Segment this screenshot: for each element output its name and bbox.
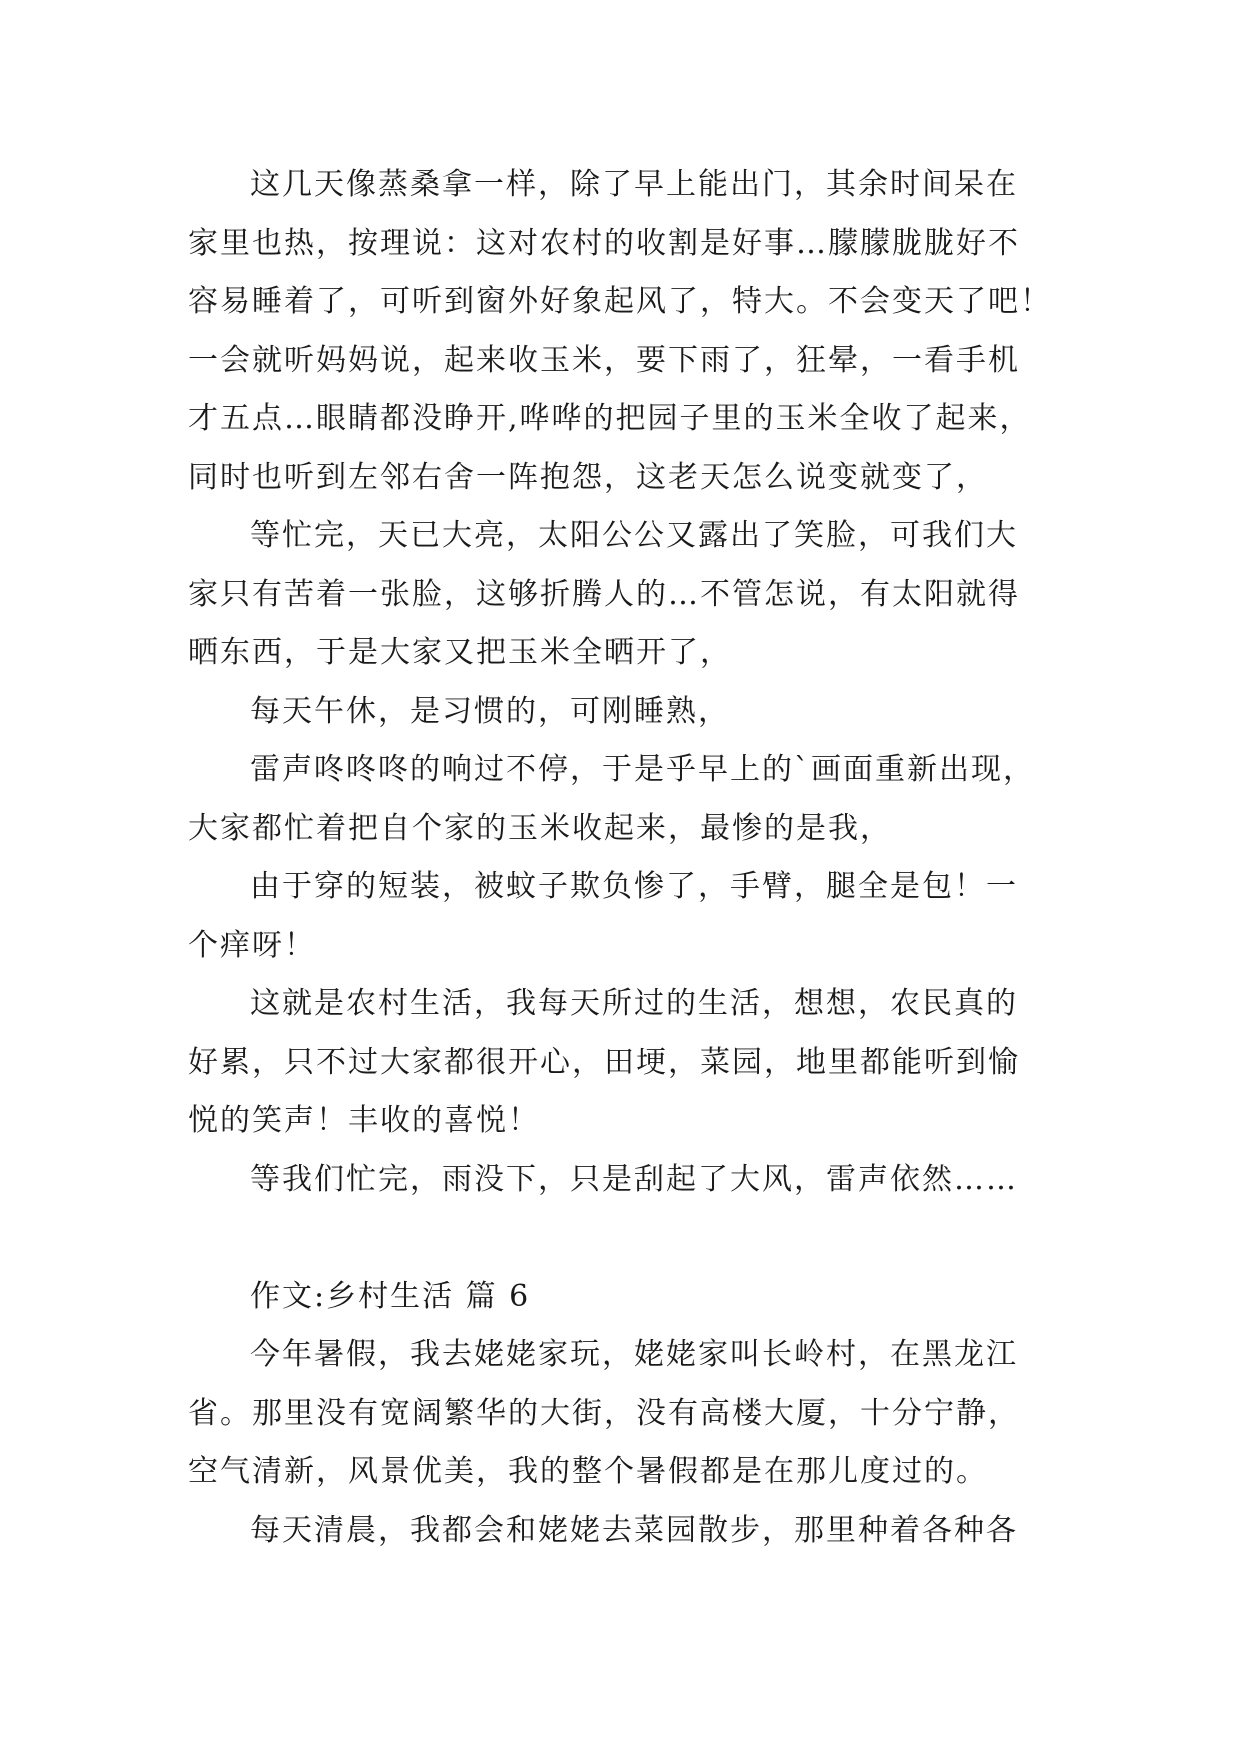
text-line: 容易睡着了，可听到窗外好象起风了，特大。不会变天了吧！ <box>188 284 1052 319</box>
text-line: 大家都忙着把自个家的玉米收起来，最惨的是我， <box>188 810 892 846</box>
text-line: 今年暑假，我去姥姥家玩，姥姥家叫长岭村，在黑龙江 <box>250 1337 1018 1372</box>
section-title: 作文:乡村生活 篇 6 <box>250 1278 531 1314</box>
text-line: 悦的笑声！丰收的喜悦！ <box>188 1103 540 1138</box>
text-line: 一会就听妈妈说，起来收玉米，要下雨了，狂晕，一看手机 <box>188 342 1020 378</box>
text-line: 每天午休，是习惯的，可刚睡熟， <box>250 693 730 729</box>
text-line: 等忙完，天已大亮，太阳公公又露出了笑脸，可我们大 <box>250 518 1018 553</box>
text-line: 省。那里没有宽阔繁华的大街，没有高楼大厦，十分宁静， <box>188 1395 1020 1431</box>
text-line: 雷声咚咚咚的响过不停，于是乎早上的`画面重新出现， <box>250 752 1035 787</box>
text-line: 好累，只不过大家都很开心，田埂，菜园，地里都能听到愉 <box>188 1044 1020 1080</box>
text-line: 这就是农村生活，我每天所过的生活，想想，农民真的 <box>250 986 1018 1021</box>
text-line: 家里也热，按理说：这对农村的收割是好事…朦朦胧胧好不 <box>188 225 1020 261</box>
text-line: 个痒呀！ <box>188 927 316 963</box>
text-line: 等我们忙完，雨没下，只是刮起了大风，雷声依然…… <box>250 1161 1018 1197</box>
text-line: 空气清新，风景优美，我的整个暑假都是在那儿度过的。 <box>188 1454 988 1489</box>
text-line: 晒东西，于是大家又把玉米全晒开了， <box>188 635 732 670</box>
text-line: 由于穿的短装，被蚊子欺负惨了，手臂，腿全是包！一 <box>250 869 1018 904</box>
document-body <box>188 156 1058 1560</box>
text-line: 每天清晨，我都会和姥姥去菜园散步，那里种着各种各 <box>250 1512 1018 1548</box>
text-line: 同时也听到左邻右舍一阵抱怨，这老天怎么说变就变了， <box>188 459 988 495</box>
text-line: 家只有苦着一张脸，这够折腾人的…不管怎说，有太阳就得 <box>188 576 1020 612</box>
text-line: 这几天像蒸桑拿一样，除了早上能出门，其余时间呆在 <box>250 167 1018 202</box>
text-line: 才五点…眼睛都没睁开,哗哗的把园子里的玉米全收了起来， <box>188 401 1032 436</box>
section-gap <box>188 1209 1058 1268</box>
